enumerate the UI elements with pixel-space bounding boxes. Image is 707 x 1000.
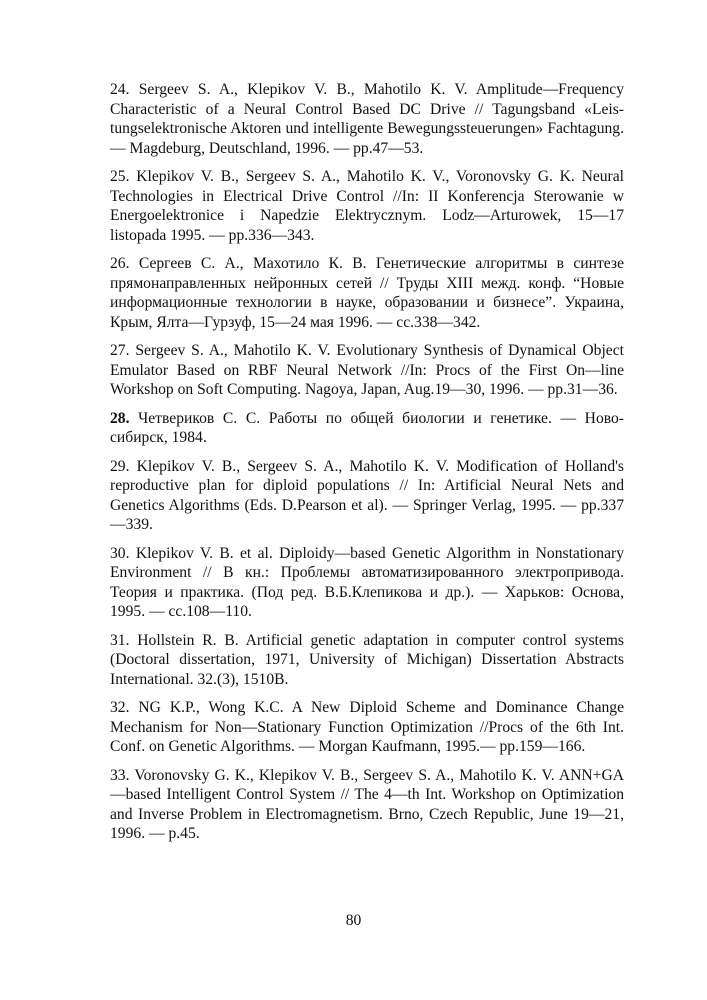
reference-item — [110, 167, 624, 245]
reference-item — [110, 457, 624, 535]
reference-item — [110, 631, 624, 690]
reference-text: Klepikov V. B., Sergeev S. A., Mahotilo K. V., Voronovsky G. K. Neural Technologies in Electrical Drive Control //In: II Konferencja Sterowanie w Energoelektronice i Napedzie Elektrycznym. Lodz—Arturowek, 15—17 listopada 1995. — pp.336—343. — [110, 168, 624, 244]
reference-number: 27. — [110, 342, 130, 359]
reference-text: Voronovsky G. K., Klepikov V. B., Sergeev S. A., Mahotilo K. V. ANN+GA—based Intelligent Control System // The 4—th Int. Workshop on Optimization and Inverse Problem in Electromagnetism. Brno, Czech Republic, June 19—21, 1996. — p.45. — [110, 766, 624, 842]
reference-text: NG K.P., Wong K.C. A New Diploid Scheme and Dominance Change Mechanism for Non—Stationary Function Optimization //Procs of the 6th Int. Conf. on Genetic Algorithms. — Morgan Kaufmann, 1995.— pp.159—166. — [110, 699, 625, 755]
reference-item — [110, 409, 624, 448]
reference-number: 29. — [110, 457, 130, 475]
reference-text: Сергеев С. А., Махотило К. В. Генетические алгоритмы в синтезе прямонаправленных нейронных сетей // Труды XIII межд. конф. “Новые информационные технологии в науке, образовании и бизнесе”. Украина, Крым, Ялта—Гурзуф, 15—24 мая 1996. — сс.338—342. — [110, 255, 624, 331]
reference-text: Klepikov V. B. et al. Diploidy—based Genetic Algorithm in Nonstationary Environment // В кн.: Проблемы автоматизированного электропривода. Теория и практика. (Под ред. В.Б.Клепикова и др.). — Харьков: Основа, 1995. — сс.108—110. — [110, 544, 624, 620]
reference-number: 28. — [110, 409, 130, 427]
reference-number: 32. — [110, 699, 130, 716]
reference-item — [110, 254, 624, 332]
reference-number: 31. — [110, 631, 130, 649]
page-number: 80 — [345, 912, 362, 929]
reference-item — [110, 341, 624, 400]
reference-list — [110, 80, 624, 853]
reference-item — [110, 544, 624, 622]
reference-text: Sergeev S. A., Klepikov V. B., Mahotilo K. V. Amplitude—Frequency Characteristic of a Neural Control Based DC Drive // Tagungsband «Leistungselektronische Aktoren und intelligente Bewegungssteuerungen» Fachtagung. — Magdeburg, Deutschland, 1996. — pp.47—53. — [110, 81, 624, 157]
reference-text: Четвериков С. С. Работы по общей биологии и генетике. — Новосибирск, 1984. — [110, 409, 624, 446]
reference-number: 25. — [110, 168, 130, 185]
reference-text: Hollstein R. B. Artificial genetic adaptation in computer control systems (Doctoral dissertation, 1971, University of Michigan) Dissertation Abstracts International. 32.(3), 1510B. — [110, 631, 624, 688]
reference-text: Klepikov V. B., Sergeev S. A., Mahotilo K. V. Modification of Holland's reproductive plan for diploid populations // In: Artificial Neural Nets and Genetics Algorithms (Eds. D.Pearson et al). — Springer Verlag, 1995. — pp.337—339. — [110, 457, 624, 533]
reference-number: 24. — [110, 81, 130, 98]
reference-item — [110, 766, 624, 844]
reference-number: 33. — [110, 766, 130, 784]
reference-number: 30. — [110, 544, 130, 562]
reference-text: Sergeev S. A., Mahotilo K. V. Evolutionary Synthesis of Dynamical Object Emulator Based on RBF Neural Network //In: Procs of the First On—line Workshop on Soft Computing. Nagoya, Japan, Aug.19—30, 1996. — pp.31—36. — [110, 342, 624, 398]
reference-item — [110, 80, 624, 158]
reference-item — [110, 698, 624, 757]
reference-number: 26. — [110, 255, 130, 272]
